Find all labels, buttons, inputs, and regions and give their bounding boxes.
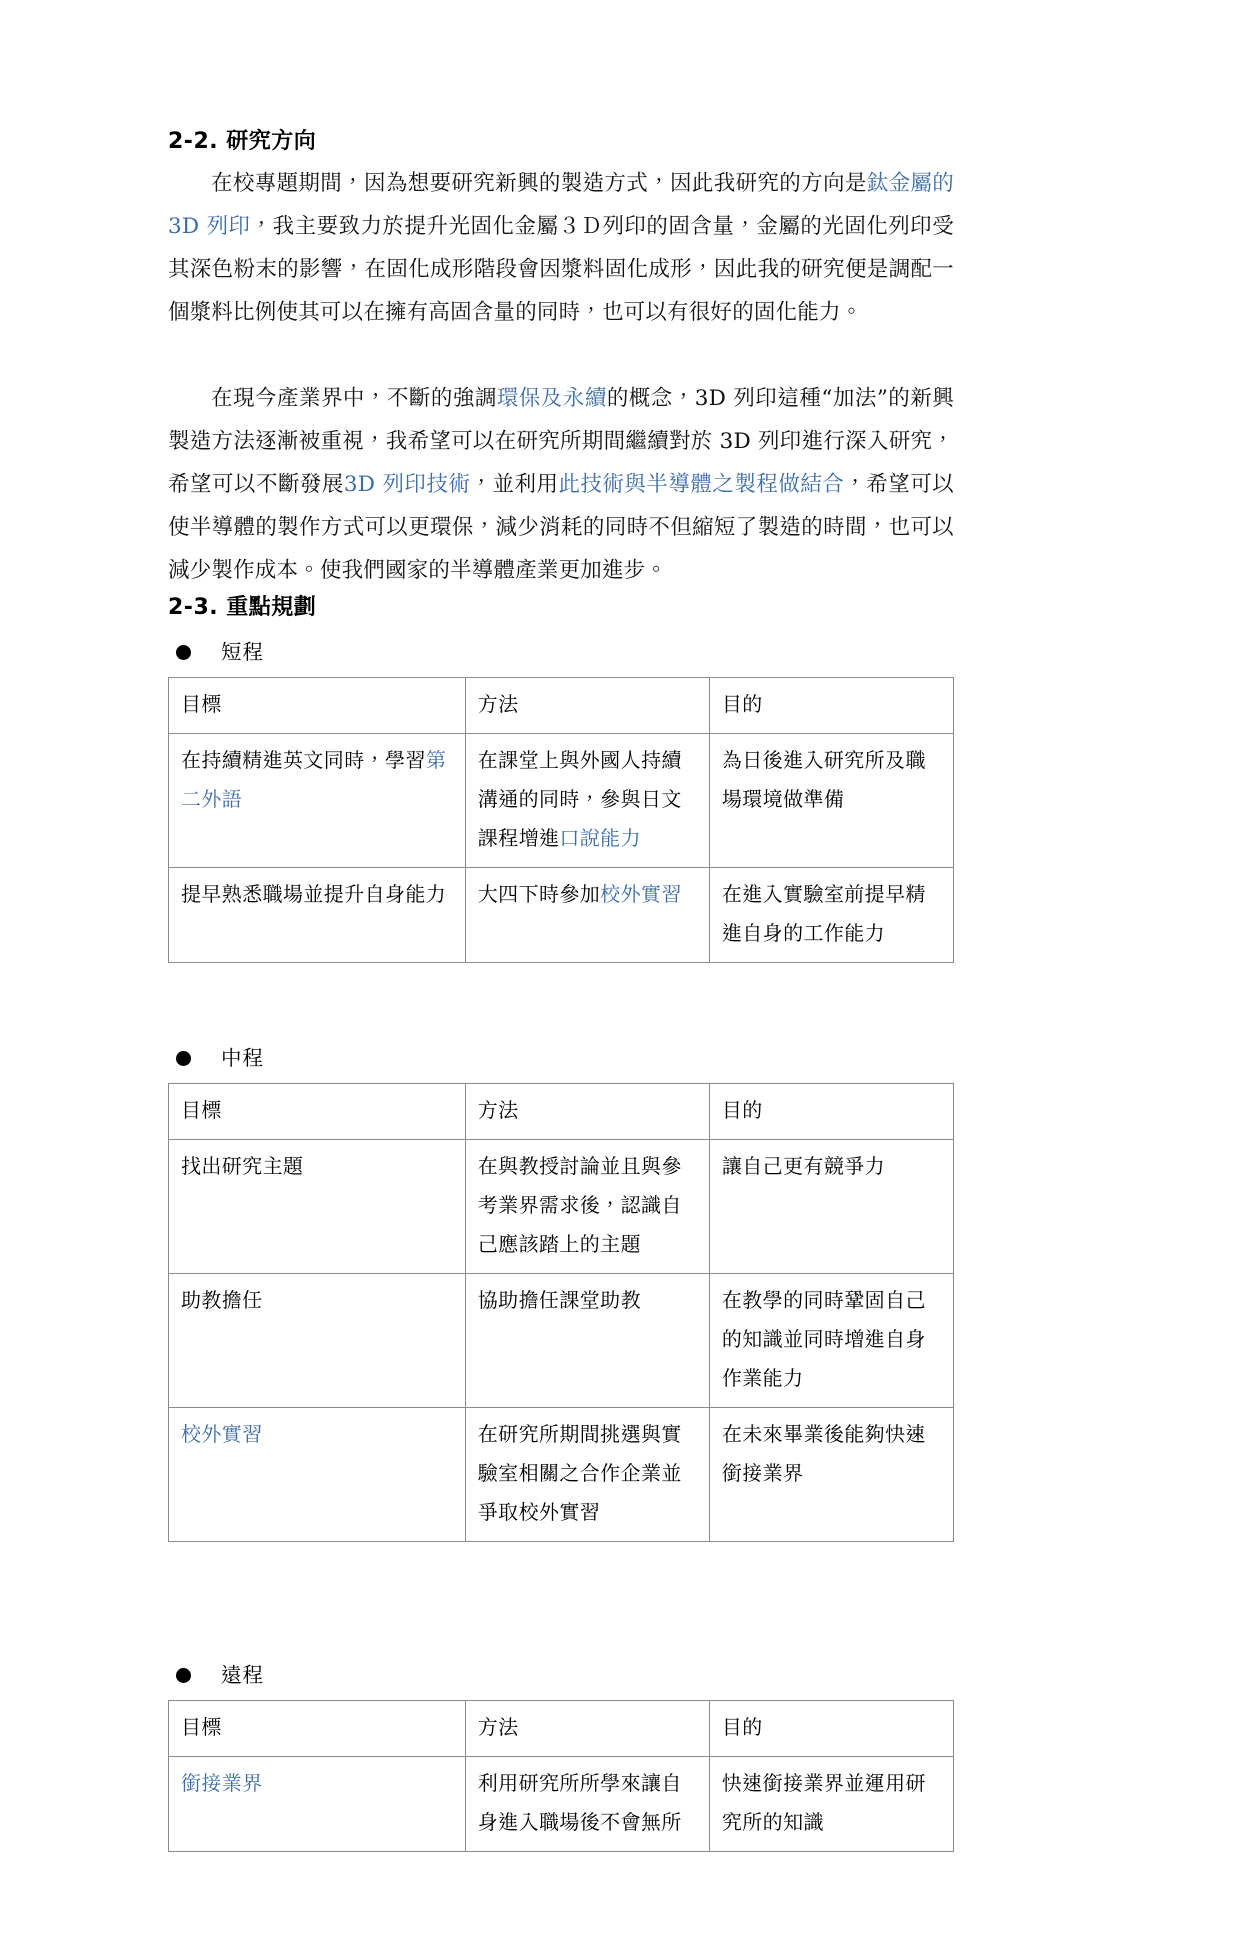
cell-text-part-1: 在持續精進英文同時，學習 bbox=[181, 748, 426, 772]
paragraph-2-part-1: 在現今產業界中，不斷的強調 bbox=[211, 385, 497, 411]
cell-text-part-1: 找出研究主題 bbox=[181, 1154, 304, 1178]
paragraph-2-highlight-2: 3D 列印技術 bbox=[343, 471, 471, 497]
column-header-method: 方法 bbox=[465, 1701, 709, 1757]
cell-text-part-1: 在研究所期間挑選與實驗室相關之合作企業並爭取校外實習 bbox=[477, 1422, 682, 1524]
table-cell-goal bbox=[169, 1140, 466, 1274]
cell-text-part-1: 助教擔任 bbox=[181, 1288, 263, 1312]
column-header-purpose: 目的 bbox=[709, 1701, 953, 1757]
paragraph-research-direction-2 bbox=[168, 377, 954, 592]
bullet-dot-icon bbox=[176, 1051, 191, 1066]
table-header-row bbox=[169, 1084, 954, 1140]
column-header-purpose: 目的 bbox=[709, 678, 953, 734]
table-row bbox=[169, 1140, 954, 1274]
plan-table-1 bbox=[168, 677, 954, 963]
table-cell-goal bbox=[169, 1757, 466, 1852]
layout-spacer bbox=[168, 1858, 954, 1888]
paragraph-2-highlight-3: 此技術與半導體之製程做結合 bbox=[558, 471, 845, 497]
cell-text-highlight: 第二外語 bbox=[181, 748, 447, 811]
plan-group-bullet-3 bbox=[176, 1658, 954, 1692]
cell-text-part-1: 讓自己更有競爭力 bbox=[721, 1154, 886, 1178]
cell-text-highlight: 校外實習 bbox=[181, 1422, 263, 1446]
cell-text-part-1: 在課堂上與外國人持續溝通的同時，參與日文課程增進 bbox=[477, 748, 682, 850]
table-row bbox=[169, 1274, 954, 1408]
table-cell-goal bbox=[169, 1408, 466, 1542]
column-header-method: 方法 bbox=[465, 678, 709, 734]
document-content bbox=[168, 128, 954, 1888]
plan-table-3 bbox=[168, 1700, 954, 1852]
table-cell-method bbox=[465, 868, 709, 963]
cell-text-part-1: 為日後進入研究所及職場環境做準備 bbox=[721, 748, 926, 811]
plan-group-bullet-2 bbox=[176, 1041, 954, 1075]
table-cell-purpose bbox=[709, 868, 953, 963]
plan-group-bullet-1 bbox=[176, 635, 954, 669]
layout-spacer bbox=[168, 1548, 954, 1644]
table-cell-purpose bbox=[709, 1274, 953, 1408]
cell-text-part-1: 提早熟悉職場並提升自身能力 bbox=[181, 882, 447, 906]
section-heading-research-direction: 2-2. 研究方向 bbox=[168, 129, 317, 154]
cell-text-part-1: 快速銜接業界並運用研究所的知識 bbox=[721, 1771, 926, 1834]
cell-text-part-1: 在進入實驗室前提早精進自身的工作能力 bbox=[721, 882, 926, 945]
plan-table-2 bbox=[168, 1083, 954, 1542]
paragraph-2-highlight-1: 環保及永續 bbox=[496, 385, 607, 411]
cell-text-highlight: 校外實習 bbox=[600, 882, 682, 906]
plan-groups-container bbox=[168, 635, 954, 1888]
paragraph-2-part-2: 的概念，3D 列印這種“加法”的新興製造方法逐漸被重視，我希望可以在研究所期間繼續對於 3D 列印進行深入研究，希望可以不斷發展 bbox=[168, 385, 954, 497]
table-cell-purpose bbox=[709, 734, 953, 868]
table-cell-method bbox=[465, 1274, 709, 1408]
table-row bbox=[169, 734, 954, 868]
column-header-goal: 目標 bbox=[169, 1084, 466, 1140]
table-row bbox=[169, 1757, 954, 1852]
column-header-purpose: 目的 bbox=[709, 1084, 953, 1140]
plan-group-label: 短程 bbox=[221, 640, 264, 664]
table-header-row bbox=[169, 1701, 954, 1757]
plan-group-label: 中程 bbox=[221, 1046, 264, 1070]
table-cell-purpose bbox=[709, 1140, 953, 1274]
paragraph-research-direction-1 bbox=[168, 162, 954, 334]
paragraph-1-part-2: ，我主要致力於提升光固化金屬３Ｄ列印的固含量，金屬的光固化列印受其深色粉末的影響，在固化成形階段會因漿料固化成形，因此我的研究便是調配一個漿料比例使其可以在擁有高固含量的同時，也可以有很好的固化能力。 bbox=[168, 213, 954, 325]
table-cell-goal bbox=[169, 1274, 466, 1408]
table-cell-goal bbox=[169, 868, 466, 963]
paragraph-2-part-3: ，並利用 bbox=[470, 471, 559, 497]
layout-spacer bbox=[168, 969, 954, 1027]
paragraph-2-part-4: ，希望可以使半導體的製作方式可以更環保，減少消耗的同時不但縮短了製造的時間，也可以減少製作成本。使我們國家的半導體產業更加進步。 bbox=[168, 471, 954, 583]
table-header-row bbox=[169, 678, 954, 734]
cell-text-part-1: 協助擔任課堂助教 bbox=[477, 1288, 641, 1312]
table-cell-purpose bbox=[709, 1757, 953, 1852]
table-cell-method bbox=[465, 734, 709, 868]
bullet-dot-icon bbox=[176, 1668, 191, 1683]
cell-text-part-1: 利用研究所所學來讓自身進入職場後不會無所 bbox=[477, 1771, 682, 1834]
table-cell-method bbox=[465, 1140, 709, 1274]
paragraph-1-part-1: 在校專題期間，因為想要研究新興的製造方式，因此我研究的方向是 bbox=[211, 170, 867, 196]
bullet-dot-icon bbox=[176, 645, 191, 660]
table-cell-goal bbox=[169, 734, 466, 868]
table-cell-purpose bbox=[709, 1408, 953, 1542]
cell-text-part-1: 在教學的同時鞏固自己的知識並同時增進自身作業能力 bbox=[721, 1288, 926, 1390]
cell-text-highlight: 口說能力 bbox=[559, 826, 641, 850]
column-header-method: 方法 bbox=[465, 1084, 709, 1140]
cell-text-part-1: 在與教授討論並且與參考業界需求後，認識自己應該踏上的主題 bbox=[477, 1154, 682, 1256]
table-cell-method bbox=[465, 1757, 709, 1852]
table-row bbox=[169, 1408, 954, 1542]
column-header-goal: 目標 bbox=[169, 678, 466, 734]
column-header-goal: 目標 bbox=[169, 1701, 466, 1757]
plan-group-label: 遠程 bbox=[221, 1663, 264, 1687]
cell-text-part-1: 大四下時參加 bbox=[477, 882, 601, 906]
section-heading-key-planning: 2-3. 重點規劃 bbox=[168, 594, 317, 620]
table-cell-method bbox=[465, 1408, 709, 1542]
cell-text-part-1: 在未來畢業後能夠快速銜接業界 bbox=[721, 1422, 926, 1485]
paragraph-1-highlight-1: 鈦金屬的 3D 列印 bbox=[168, 170, 954, 239]
table-row bbox=[169, 868, 954, 963]
cell-text-highlight: 銜接業界 bbox=[181, 1771, 263, 1795]
